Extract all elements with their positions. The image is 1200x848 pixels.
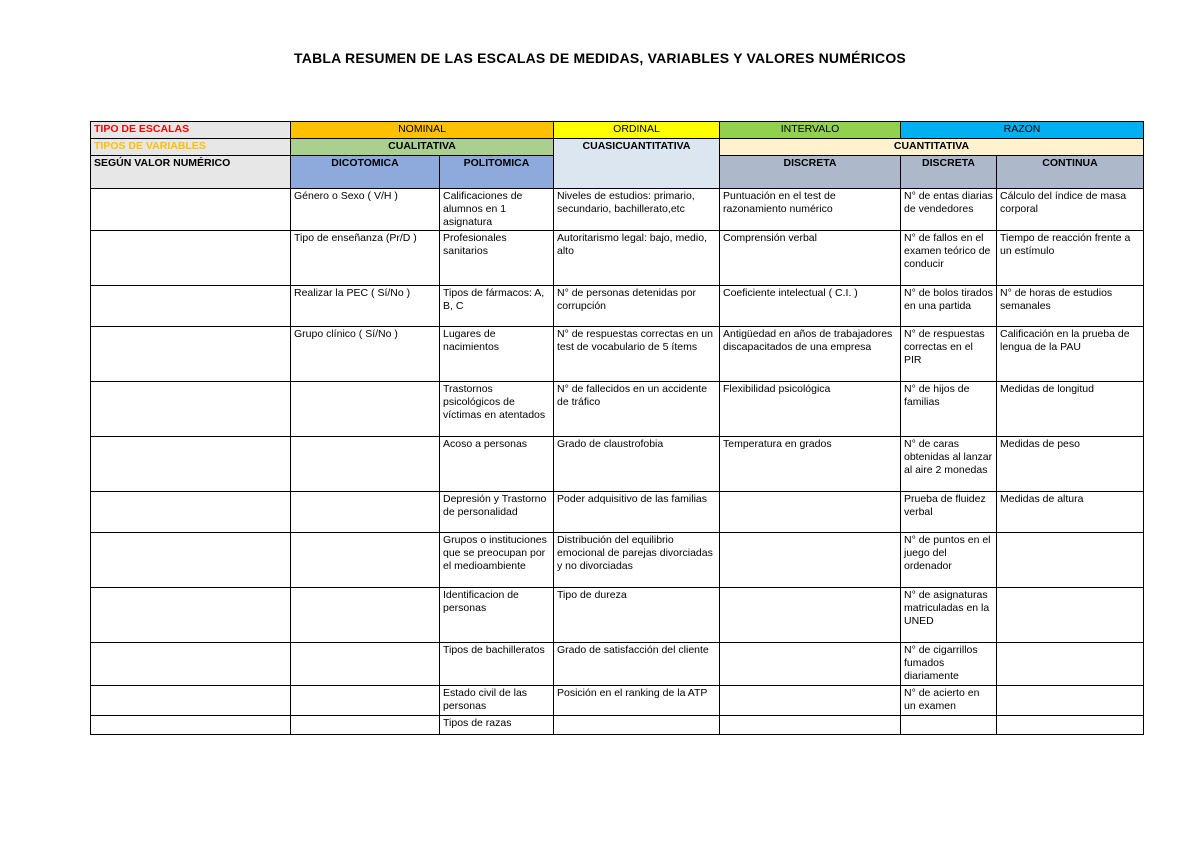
type-cuasicuantitativa: CUASICUANTITATIVA xyxy=(554,139,720,189)
table-cell xyxy=(997,533,1144,588)
table-cell xyxy=(720,716,901,735)
table-cell xyxy=(997,716,1144,735)
table-cell xyxy=(291,492,440,533)
scale-razon: RAZON xyxy=(901,122,1144,139)
table-cell: Tipo de enseñanza (Pr/D ) xyxy=(291,231,440,286)
table-row xyxy=(91,686,1144,716)
empty-margin-cell xyxy=(91,231,291,286)
table-cell xyxy=(997,686,1144,716)
table-cell: Acoso a personas xyxy=(440,437,554,492)
table-cell: Coeficiente intelectual ( C.I. ) xyxy=(720,286,901,327)
table-cell: N° de respuestas correctas en un test de vocabulario de 5 ítems xyxy=(554,327,720,382)
table-cell: Tiempo de reacción frente a un estímulo xyxy=(997,231,1144,286)
table-cell xyxy=(997,588,1144,643)
table-row xyxy=(91,189,1144,231)
value-dicotomica: DICOTOMICA xyxy=(291,156,440,189)
table-cell: N° de respuestas correctas en el PIR xyxy=(901,327,997,382)
table-cell: Depresión y Trastorno de personalidad xyxy=(440,492,554,533)
table-cell xyxy=(997,643,1144,686)
table-cell: Poder adquisitivo de las familias xyxy=(554,492,720,533)
empty-margin-cell xyxy=(91,716,291,735)
label-segun-valor: SEGÚN VALOR NUMÉRICO xyxy=(91,156,291,189)
table-cell: Niveles de estudios: primario, secundario, bachillerato,etc xyxy=(554,189,720,231)
table-cell: N° de hijos de familias xyxy=(901,382,997,437)
table-cell: Autoritarismo legal: bajo, medio, alto xyxy=(554,231,720,286)
table-cell: Trastornos psicológicos de víctimas en atentados xyxy=(440,382,554,437)
table-cell: Tipo de dureza xyxy=(554,588,720,643)
table-cell xyxy=(720,492,901,533)
table-cell: Prueba de fluidez verbal xyxy=(901,492,997,533)
scales-row xyxy=(91,122,1144,139)
table-cell xyxy=(291,643,440,686)
table-cell: Grado de claustrofobia xyxy=(554,437,720,492)
table-cell: N° de fallos en el examen teórico de conducir xyxy=(901,231,997,286)
page-title: TABLA RESUMEN DE LAS ESCALAS DE MEDIDAS, VARIABLES Y VALORES NUMÉRICOS xyxy=(294,50,906,66)
scale-nominal: NOMINAL xyxy=(291,122,554,139)
table-cell: Antigüedad en años de trabajadores discapacitados de una empresa xyxy=(720,327,901,382)
value-discreta-razon: DISCRETA xyxy=(901,156,997,189)
value-politomica: POLITOMICA xyxy=(440,156,554,189)
table-cell: N° de caras obtenidas al lanzar al aire 2 monedas xyxy=(901,437,997,492)
table-cell xyxy=(291,686,440,716)
table-cell: Estado civil de las personas xyxy=(440,686,554,716)
empty-margin-cell xyxy=(91,189,291,231)
table-cell xyxy=(720,643,901,686)
label-tipos-variables: TIPOS DE VARIABLES xyxy=(91,139,291,156)
table-cell: Grupos o instituciones que se preocupan por el medioambiente xyxy=(440,533,554,588)
table-cell: N° de asignaturas matriculadas en la UNED xyxy=(901,588,997,643)
table-cell: Tipos de fármacos: A, B, C xyxy=(440,286,554,327)
table-row xyxy=(91,382,1144,437)
table-cell: Calificación en la prueba de lengua de la PAU xyxy=(997,327,1144,382)
table-row xyxy=(91,716,1144,735)
summary-table xyxy=(90,121,1144,735)
empty-margin-cell xyxy=(91,382,291,437)
table-cell xyxy=(291,382,440,437)
empty-margin-cell xyxy=(91,643,291,686)
type-cualitativa: CUALITATIVA xyxy=(291,139,554,156)
label-tipo-escalas: TIPO DE ESCALAS xyxy=(91,122,291,139)
table-cell xyxy=(720,533,901,588)
table-cell: Lugares de nacimientos xyxy=(440,327,554,382)
table-cell xyxy=(291,588,440,643)
table-row xyxy=(91,492,1144,533)
table-cell xyxy=(901,716,997,735)
type-cuantitativa: CUANTITATIVA xyxy=(720,139,1144,156)
empty-margin-cell xyxy=(91,686,291,716)
table-cell: Identificacion de personas xyxy=(440,588,554,643)
table-cell xyxy=(291,533,440,588)
table-cell: Tipos de bachilleratos xyxy=(440,643,554,686)
table-cell: N° de horas de estudios semanales xyxy=(997,286,1144,327)
table-cell: Comprensión verbal xyxy=(720,231,901,286)
table-cell: N° de acierto en un examen xyxy=(901,686,997,716)
table-cell: N° de cigarrillos fumados diariamente xyxy=(901,643,997,686)
table-cell: Calificaciones de alumnos en 1 asignatura xyxy=(440,189,554,231)
table-cell: Medidas de peso xyxy=(997,437,1144,492)
table-cell: Medidas de altura xyxy=(997,492,1144,533)
table-cell: Distribución del equilibrio emocional de parejas divorciadas y no divorciadas xyxy=(554,533,720,588)
table-row xyxy=(91,643,1144,686)
empty-margin-cell xyxy=(91,492,291,533)
value-continua: CONTINUA xyxy=(997,156,1144,189)
table-cell: Grupo clínico ( Sí/No ) xyxy=(291,327,440,382)
table-cell: Cálculo del índice de masa corporal xyxy=(997,189,1144,231)
table-cell: Grado de satisfacción del cliente xyxy=(554,643,720,686)
scale-intervalo: INTERVALO xyxy=(720,122,901,139)
scale-ordinal: ORDINAL xyxy=(554,122,720,139)
table-cell: N° de fallecidos en un accidente de tráfico xyxy=(554,382,720,437)
table-cell: Temperatura en grados xyxy=(720,437,901,492)
table-cell: Género o Sexo ( V/H ) xyxy=(291,189,440,231)
table-cell xyxy=(291,716,440,735)
empty-margin-cell xyxy=(91,286,291,327)
table-cell xyxy=(554,716,720,735)
table-cell: N° de entas diarias de vendedores xyxy=(901,189,997,231)
table-cell xyxy=(720,686,901,716)
empty-margin-cell xyxy=(91,437,291,492)
table-cell: Tipos de razas xyxy=(440,716,554,735)
value-discreta-intervalo: DISCRETA xyxy=(720,156,901,189)
table-row xyxy=(91,286,1144,327)
table-cell: Realizar la PEC ( Sí/No ) xyxy=(291,286,440,327)
table-cell: N° de personas detenidas por corrupción xyxy=(554,286,720,327)
table-cell: N° de puntos en el juego del ordenador xyxy=(901,533,997,588)
table-cell: Flexibilidad psicológica xyxy=(720,382,901,437)
table-cell: Puntuación en el test de razonamiento numérico xyxy=(720,189,901,231)
empty-margin-cell xyxy=(91,588,291,643)
empty-margin-cell xyxy=(91,533,291,588)
table-cell: Profesionales sanitarios xyxy=(440,231,554,286)
table-cell xyxy=(291,437,440,492)
table-row xyxy=(91,327,1144,382)
table-cell: N° de bolos tirados en una partida xyxy=(901,286,997,327)
table-cell xyxy=(720,588,901,643)
table-row xyxy=(91,533,1144,588)
table-row xyxy=(91,437,1144,492)
empty-margin-cell xyxy=(91,327,291,382)
table-cell: Posición en el ranking de la ATP xyxy=(554,686,720,716)
variable-types-row xyxy=(91,139,1144,156)
table-row xyxy=(91,588,1144,643)
table-cell: Medidas de longitud xyxy=(997,382,1144,437)
table-row xyxy=(91,231,1144,286)
